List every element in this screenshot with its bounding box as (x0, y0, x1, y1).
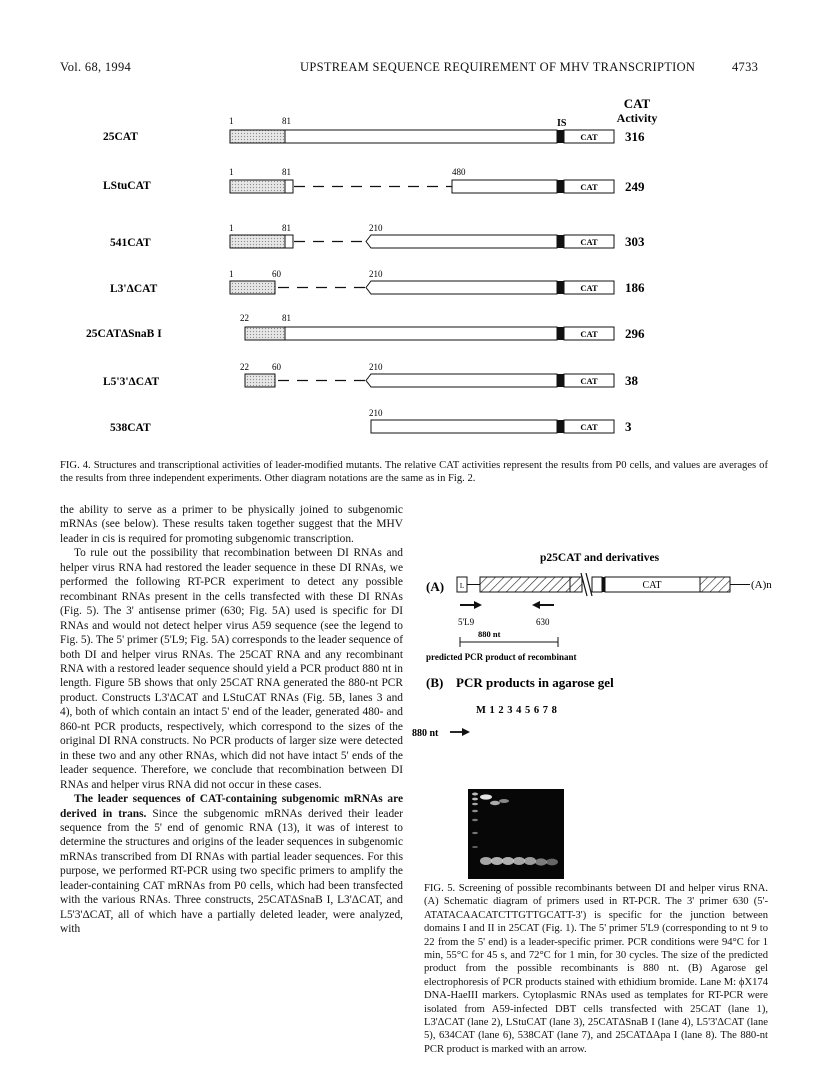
position-number: 1 (229, 116, 234, 126)
construct-l5-3-delta-cat (103, 362, 639, 388)
primer-5l9-arrow (460, 601, 482, 609)
construct-label: 25CATΔSnaB I (86, 328, 162, 340)
gel-lane-labels: M 1 2 3 4 5 6 7 8 (476, 705, 558, 716)
position-number: 60 (272, 362, 281, 372)
position-number: 81 (282, 223, 291, 233)
position-number: 210 (369, 408, 383, 418)
primer-630-label: 630 (536, 617, 550, 627)
predicted-size-label: 880 nt (478, 629, 501, 639)
cat-activity-value: 249 (625, 179, 645, 194)
header-volume: Vol. 68, 1994 (60, 60, 132, 74)
predicted-product-label: predicted PCR product of recombinant (426, 652, 577, 662)
cat-activity-value: 303 (625, 234, 645, 249)
figure-5-diagram (412, 525, 816, 785)
position-number: 1 (229, 167, 234, 177)
position-number: 22 (240, 313, 249, 323)
cat-label: CAT (580, 182, 598, 192)
body-text-left-column (60, 503, 403, 937)
paragraph-1: the ability to serve as a primer to be physically joined to subgenomic mRNAs (see below). These results taken together suggest that the MHV leader in cis is required for promoting subgenomic transcription. (60, 504, 403, 545)
cat-activity-value: 186 (625, 280, 645, 295)
figure-5-caption: FIG. 5. Screening of possible recombinants between DI and helper virus RNA. (A) Schematic diagram of primers used in RT-PCR. The 3' primer 630 (5'-ATATACAACATCTTGTTGCATT-3') is specific for the junction between domains I and II in 25CAT (Fig. 1). The 5' primer 5'L9 (corresponding to nt 9 to 22 from the 5' end) is a leader-specific primer. PCR conditions were 94°C for 1 min, 55°C for 45 s, and 72°C for 1 min, for 30 cycles. The size of the predicted product from the possible recombinants is 880 nt. (B) Agarose gel electrophoresis of PCR products stained with ethidium bromide. Lane M: ϕX174 DNA-HaeIII markers. Cytoplasmic RNAs used as templates for RT-PCR were isolated from A59-infected DBT cells transfected with 25CAT (lane 1), L3'ΔCAT (lane 2), LStuCAT (lane 3), 25CATΔSnaB I (lane 4), L5'3'ΔCAT (lane 5), 634CAT (lane 6), 538CAT (lane 7), and 25CATΔApa I (lane 8). The 880-nt PCR product is marked with an arrow. (424, 883, 768, 1055)
cat-column-title-1: CAT (623, 96, 651, 111)
panel-b-label: (B) (426, 675, 444, 690)
header-page-number: 4733 (732, 60, 759, 74)
header-title: UPSTREAM SEQUENCE REQUIREMENT OF MHV TRANSCRIPTION (300, 60, 696, 74)
poly-a-tail: (A)n (751, 579, 772, 591)
position-number: 81 (282, 116, 291, 126)
position-number: 480 (452, 167, 466, 177)
primer-5l9-label: 5'L9 (458, 617, 475, 627)
leader-box-label: L (459, 582, 465, 590)
paragraph-2: To rule out the possibility that recombination between DI RNAs and helper virus RNA had restored the leader sequence in these DI RNAs, we performed the following RT-PCR experiment to detect any possible recombinant RNAs present in the cells transfected with these DI RNAs (Fig. 5). The 3' antisense primer (630; Fig. 5A) used is specific for DI RNAs and would not detect helper virus A59 sequence (see the legend to Fig. 5). The 5' primer (5'L9; Fig. 5A) corresponds to the leader sequence of both DI and helper virus RNAs. The 25CAT RNA and any recombinant RNA with a restored leader sequence should yield a PCR product 880 nt in length. Figure 5B shows that only 25CAT RNA generated the 880-nt PCR product. Constructs L3'ΔCAT and LStuCAT RNAs (Fig. 5B, lanes 3 and 4), both of which contain an intact 5' end of the leader, generated 480- and 860-nt PCR products, respectively, which correspond to the sizes of the original DI RNA constructs. No PCR products of larger size were detected in these two and any other RNAs, which did not have intact 5' ends of the leader sequence. Therefore, we conclude that recombination between DI RNAs and helper virus RNA did not occur in these cases. (60, 547, 403, 791)
figure-4-diagram (0, 0, 816, 450)
position-number: 210 (369, 269, 383, 279)
primer-630-arrow (532, 601, 554, 609)
paragraph-3-text: Since the subgenomic mRNAs derived their leader sequence from the 5' end of genomic RNA (13), it was of interest to determine the structures and origins of the leader sequences in subgenomic mRNAs transcribed from DI RNAs with partial leader sequences. For this purpose, we performed RT-PCR using two specific primers to amplify the leader-containing CAT mRNAs from P0 cells, which had been transfected with the various RNAs. Three constructs, 25CATΔSnaB I, L3'ΔCAT, and L5'3'ΔCAT, all of which have a partially deleted leader, were analyzed, with (60, 807, 403, 936)
cat-activity-value: 38 (625, 373, 638, 388)
construct-25cat (103, 116, 645, 144)
agarose-gel-image (468, 789, 564, 879)
position-number: 81 (282, 313, 291, 323)
cat-activity-value: 3 (625, 419, 632, 434)
section-heading: The leader sequences of CAT-containing subgenomic mRNAs are derived in trans. (60, 793, 403, 820)
construct-label: LStuCAT (103, 180, 151, 192)
construct-541cat (110, 223, 645, 249)
construct-label: 25CAT (103, 131, 138, 143)
construct-l3-delta-cat (110, 269, 645, 295)
cat-label: CAT (580, 329, 598, 339)
marker-880-label: 880 nt (412, 728, 439, 739)
cat-label: CAT (580, 422, 598, 432)
cat-label: CAT (580, 283, 598, 293)
panel-b-title: PCR products in agarose gel (456, 675, 614, 690)
figure-5-title: p25CAT and derivatives (540, 552, 660, 564)
is-label: IS (557, 118, 567, 129)
construct-lstucat (103, 167, 645, 194)
position-number: 1 (229, 269, 234, 279)
construct-label: L5'3'ΔCAT (103, 376, 160, 388)
construct-label: L3'ΔCAT (110, 283, 158, 295)
position-number: 81 (282, 167, 291, 177)
construct-25cat-delta-snab (86, 313, 645, 341)
cat-label: CAT (580, 376, 598, 386)
cat-box-label: CAT (642, 580, 662, 591)
figure-4-caption: FIG. 4. Structures and transcriptional activities of leader-modified mutants. The relative CAT activities represent the results from P0 cells, and values are averages of the results from three independent experiments. Other diagram notations are the same as in Fig. 2. (60, 460, 768, 485)
cat-label: CAT (580, 237, 598, 247)
construct-label: 538CAT (110, 422, 151, 434)
cat-activity-value: 296 (625, 326, 645, 341)
paragraph-3 (60, 792, 403, 937)
marker-arrow (450, 728, 470, 736)
panel-a-label: (A) (426, 579, 445, 594)
construct-label: 541CAT (110, 237, 151, 249)
cat-label: CAT (580, 132, 598, 142)
position-number: 22 (240, 362, 249, 372)
cat-activity-value: 316 (625, 129, 645, 144)
position-number: 1 (229, 223, 234, 233)
position-number: 210 (369, 362, 383, 372)
construct-538cat (110, 408, 632, 434)
cat-column-title-2: Activity (616, 111, 658, 125)
position-number: 60 (272, 269, 281, 279)
position-number: 210 (369, 223, 383, 233)
